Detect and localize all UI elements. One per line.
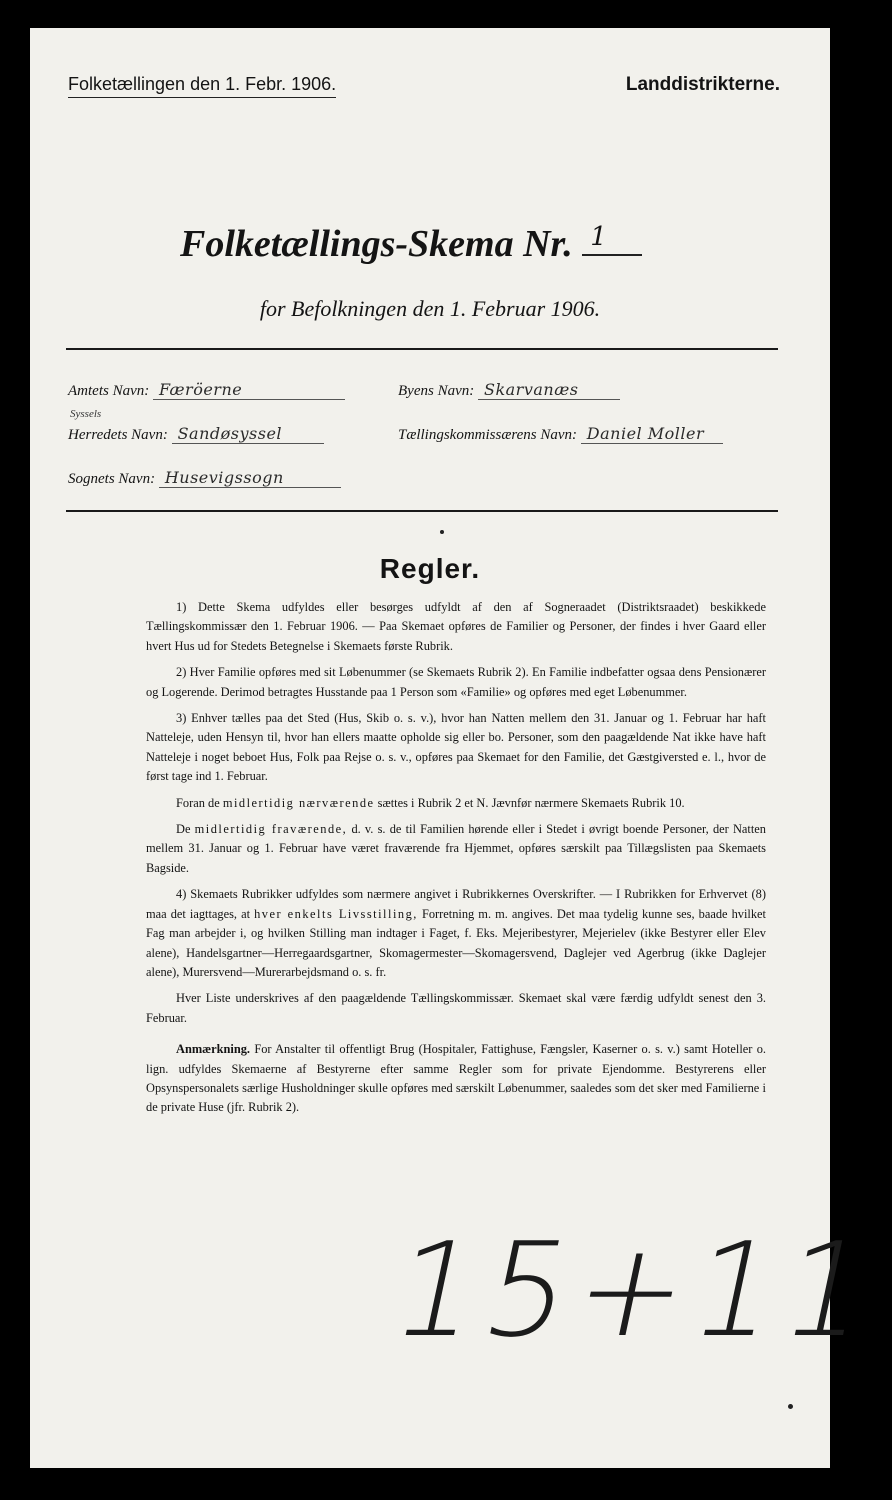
rule-3b <box>146 794 766 813</box>
by-label: Byens Navn: <box>398 383 475 399</box>
rules-heading: Regler. <box>379 553 481 584</box>
annotation <box>146 1040 766 1118</box>
annotation-label: Anmærkning. <box>176 1042 251 1057</box>
form-number-line <box>582 222 642 256</box>
sogn-label: Sognets Navn: <box>68 471 156 487</box>
herred-label: Herredets Navn: <box>68 427 168 443</box>
bottom-divider <box>66 510 778 512</box>
form-subtitle: for Befolkningen den 1. Februar 1906. <box>259 296 601 321</box>
form-title <box>180 222 642 266</box>
by-field <box>398 380 620 400</box>
rule-4-pre: 4) Skemaets Rubrikker udfyldes som nærmere angivet i Rubrikkernes Overskrifter. — I Rubrikken for Erhvervet (8) maa det iagttages, at <box>146 887 766 921</box>
rule-4b: Hver Liste underskrives af den paagældende Tællingskommissær. Skemaet skal være færdig udfyldt senest den 3. Februar. <box>146 991 766 1025</box>
form-number: 1 <box>590 222 607 252</box>
handwritten-total: 15+11 <box>379 1214 892 1366</box>
rule-3b-spaced: midlertidig nærværende <box>222 795 375 810</box>
annotation-text: For Anstalter til offentligt Brug (Hospitaler, Fattighuse, Fængsler, Kaserner o. s. v.) samt Hoteller o. lign. udfyldes Skemaerne af Bestyrerne efter samme Regler som for private Ejendomme. Bestyrerens eller Opsynspersonalets særlige Husholdninger skulle opføres med særskilt Løbenummer, saaledes som det sker med Familierne i de private Huse (jfr. Rubrik 2). <box>146 1042 766 1115</box>
ink-dot-corner <box>788 1404 793 1409</box>
rule-2: 2) Hver Familie opføres med sit Løbenummer (se Skemaets Rubrik 2). En Familie indbefatter ogsaa dens Pensionærer og Logerende. Derimod betragtes Husstande paa 1 Person som «Familie» og opføres med eget Løbenummer. <box>146 665 766 699</box>
rule-3c <box>146 820 766 878</box>
amt-field <box>68 380 345 400</box>
by-value: Skarvanæs <box>478 380 620 400</box>
sogn-field <box>68 468 341 488</box>
rule-3: 3) Enhver tælles paa det Sted (Hus, Skib o. s. v.), hvor han Natten mellem den 31. Januar og 1. Februar har haft Natteleje, uden Hensyn til, hvor han ellers maatte opholde sig eller bo. Personer, som den paagældende Nat ikke have haft Natteleje i noget beboet Hus, Folk paa Rejse o. s. v., opføres paa Skemaet for den Familie, det Gæstgiversted e. l., hvor de først tage ind 1. Februar. <box>146 711 766 784</box>
rule-4-post: Forretning m. m. angives. Det maa tydelig kunne ses, baade hvilket Fag man arbejder i, og hvilken Stilling man indtager i Faget, f. Eks. Mejeribestyrer, Mejerielev (ikke Bestyrer eller Elev alene), Handelsgartner—Herregaardsgartner, Skomagermester—Skomagersvend, Daglejer ved Agerbrug (ikke Daglejer alene), Murersvend—Murerarbejdsmand o. s. fr. <box>146 906 766 979</box>
rule-3c-post: d. v. s. de til Familien hørende eller i Stedet i øvrigt boende Personer, der Natten mellem 31. Januar og 1. Februar have været fraværende fra Hjemmet, opføres særskilt paa Tillægslisten paa Skemaets Bagside. <box>146 822 766 875</box>
herred-field <box>68 424 324 444</box>
amt-value: Færöerne <box>153 380 345 400</box>
amt-label: Amtets Navn: <box>68 383 150 399</box>
rule-3b-pre: Foran de <box>176 795 220 810</box>
kommissaer-label: Tællingskommissærens Navn: <box>398 427 578 443</box>
top-divider <box>66 348 778 350</box>
census-date-header: Folketællingen den 1. Febr. 1906. <box>68 74 336 98</box>
herred-value: Sandøsyssel <box>172 424 324 444</box>
rule-4-spaced: hver enkelts Livsstilling, <box>254 906 418 921</box>
syssel-note: Syssels <box>70 408 102 420</box>
ink-dot <box>440 530 444 534</box>
sogn-value: Husevigssogn <box>159 468 341 488</box>
census-form-sheet <box>30 28 892 1468</box>
rules-body <box>146 598 766 1125</box>
rule-3b-post: sættes i Rubrik 2 et N. Jævnfør nærmere Skemaets Rubrik 10. <box>377 795 685 810</box>
kommissaer-value: Daniel Moller <box>581 424 723 444</box>
district-type-header: Landdistrikterne. <box>625 74 780 95</box>
rule-3c-pre: De <box>176 822 191 837</box>
rule-1: 1) Dette Skema udfyldes eller besørges udfyldt af den af Sogneraadet (Distriktsraadet) beskikkede Tællingskommissær den 1. Februar 1906. — Paa Skemaet opføres de Familier og Personer, der findes i hver Gaard eller hvert Hus ud for Stedets Betegnelse i Skemaets første Rubrik. <box>146 600 766 653</box>
form-title-text: Folketællings-Skema Nr. <box>180 223 573 265</box>
rule-4 <box>146 885 766 982</box>
rule-3c-spaced: midlertidig fraværende, <box>194 822 348 837</box>
kommissaer-field <box>398 424 723 444</box>
